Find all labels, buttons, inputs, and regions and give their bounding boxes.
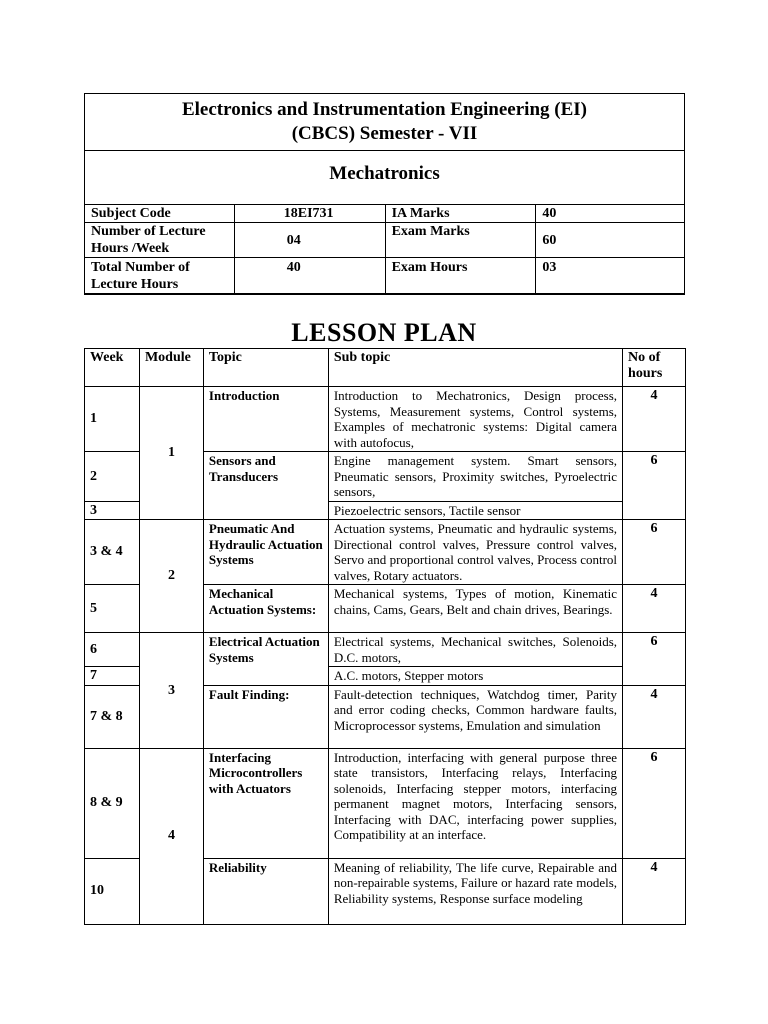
exam-hours-label: Exam Hours (385, 258, 536, 294)
header-row (85, 349, 686, 387)
subtopic-cell: Electrical systems, Mechanical switches, Solenoids, D.C. motors, (328, 633, 622, 667)
exam-hours-value: 03 (536, 258, 685, 294)
course-header-box (84, 93, 685, 295)
topic-cell: Sensors and Transducers (203, 452, 328, 520)
topic-cell: Mechanical Actuation Systems: (203, 585, 328, 633)
week-cell: 10 (85, 858, 140, 924)
hours-cell: 4 (623, 585, 686, 633)
subject-title: Mechatronics (329, 163, 440, 184)
subtopic-cell: Piezoelectric sensors, Tactile sensor (328, 501, 622, 520)
table-row (85, 387, 686, 452)
week-cell: 3 & 4 (85, 520, 140, 585)
info-row (85, 205, 685, 223)
week-cell: 1 (85, 387, 140, 452)
week-cell: 5 (85, 585, 140, 633)
module-cell: 1 (139, 387, 203, 520)
week-cell: 2 (85, 452, 140, 502)
hours-cell: 4 (623, 685, 686, 748)
course-info-table (84, 204, 685, 294)
subtopic-cell: A.C. motors, Stepper motors (328, 667, 622, 686)
semester-title: (CBCS) Semester - VII (291, 123, 478, 144)
week-cell: 8 & 9 (85, 748, 140, 858)
topic-cell: Interfacing Microcontrollers with Actuators (203, 748, 328, 858)
lesson-plan-table (84, 348, 686, 925)
lecture-hours-label: Number of Lecture Hours /Week (85, 223, 235, 258)
topic-cell: Introduction (203, 387, 328, 452)
header-divider (85, 150, 684, 151)
col-topic: Topic (203, 349, 328, 387)
ia-marks-label: IA Marks (385, 205, 536, 223)
week-cell: 6 (85, 633, 140, 667)
exam-marks-label: Exam Marks (385, 223, 536, 258)
topic-cell: Electrical Actuation Systems (203, 633, 328, 686)
subtopic-cell: Actuation systems, Pneumatic and hydraulic systems, Directional control valves, Pressure control valves, Servo and proportional control valves, Process control valves, Rotary actuators. (328, 520, 622, 585)
topic-cell: Pneumatic And Hydraulic Actuation Systems (203, 520, 328, 585)
topic-cell: Reliability (203, 858, 328, 924)
lecture-hours-value: 04 (234, 223, 385, 258)
hours-cell: 6 (623, 452, 686, 520)
total-hours-label: Total Number of Lecture Hours (85, 258, 235, 294)
total-hours-value: 40 (234, 258, 385, 294)
info-row (85, 223, 685, 258)
subtopic-cell: Engine management system. Smart sensors, Pneumatic sensors, Proximity switches, Pyroelectric sensors, (328, 452, 622, 502)
subtopic-cell: Introduction to Mechatronics, Design process, Systems, Measurement systems, Control systems, Examples of mechatronic systems: Digital camera with autofocus, (328, 387, 622, 452)
hours-cell: 4 (623, 387, 686, 452)
exam-marks-value: 60 (536, 223, 685, 258)
module-cell: 4 (139, 748, 203, 924)
hours-cell: 6 (623, 633, 686, 686)
info-row (85, 258, 685, 294)
col-hours: No of hours (623, 349, 686, 387)
table-row (85, 748, 686, 858)
subtopic-cell: Introduction, interfacing with general purpose three state transistors, Interfacing relays, Interfacing solenoids, Interfacing stepper motors, interfacing permanent magnet motors, Interfacing sensors, Interfacing with DAC, interfacing power supplies, Compatibility at an interface. (328, 748, 622, 858)
subject-code-value: 18EI731 (234, 205, 385, 223)
col-subtopic: Sub topic (328, 349, 622, 387)
week-cell: 7 (85, 667, 140, 686)
module-cell: 2 (139, 520, 203, 633)
hours-cell: 6 (623, 520, 686, 585)
table-row (85, 633, 686, 667)
subtopic-cell: Fault-detection techniques, Watchdog timer, Parity and error coding checks, Common hardware faults, Microprocessor systems, Emulation and simulation (328, 685, 622, 748)
lesson-plan-title: LESSON PLAN (291, 318, 477, 347)
col-week: Week (85, 349, 140, 387)
module-cell: 3 (139, 633, 203, 749)
col-module: Module (139, 349, 203, 387)
subject-code-label: Subject Code (85, 205, 235, 223)
ia-marks-value: 40 (536, 205, 685, 223)
table-row (85, 520, 686, 585)
subtopic-cell: Meaning of reliability, The life curve, Repairable and non-repairable systems, Failure or hazard rate models, Reliability systems, Response surface modeling (328, 858, 622, 924)
topic-cell: Fault Finding: (203, 685, 328, 748)
subtopic-cell: Mechanical systems, Types of motion, Kinematic chains, Cams, Gears, Belt and chain drives, Bearings. (328, 585, 622, 633)
department-title: Electronics and Instrumentation Engineering (EI) (181, 99, 587, 120)
hours-cell: 4 (623, 858, 686, 924)
hours-cell: 6 (623, 748, 686, 858)
week-cell: 7 & 8 (85, 685, 140, 748)
week-cell: 3 (85, 501, 140, 520)
